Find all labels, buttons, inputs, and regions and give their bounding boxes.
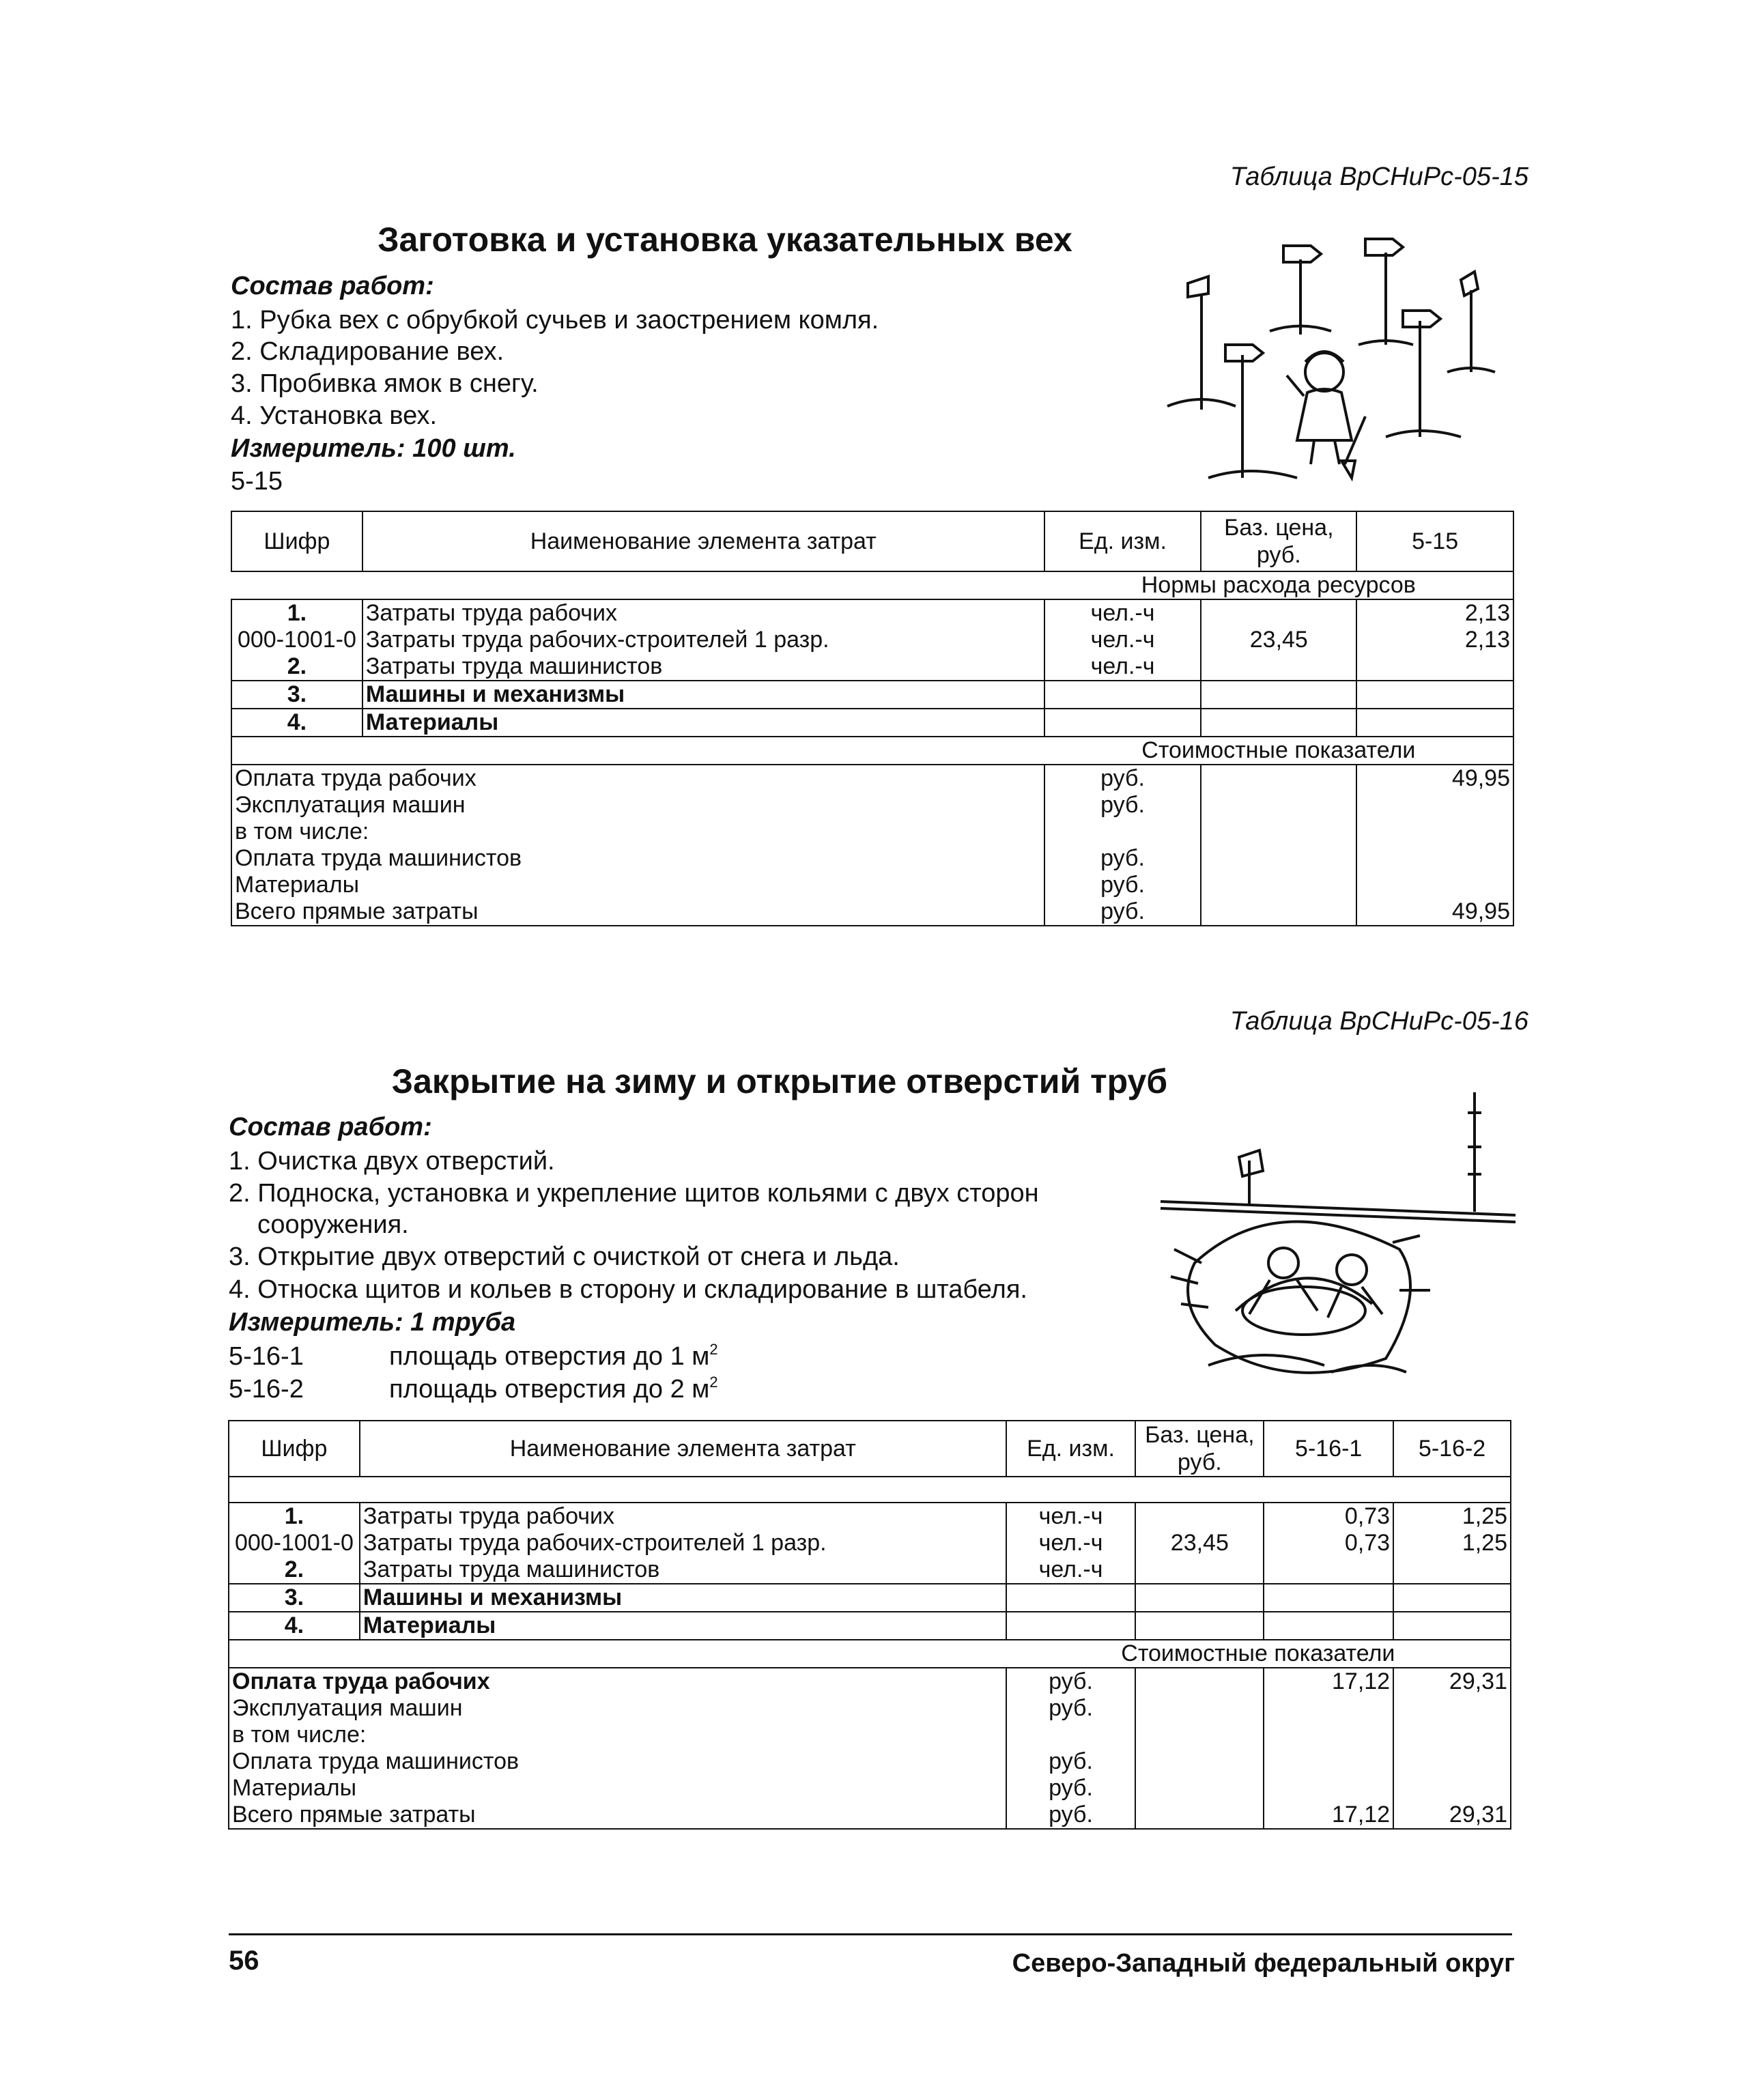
row-unit: чел.-ч — [1006, 1530, 1136, 1556]
table2-code-2-desc: площадь отверстия до 2 $м^2$ — [389, 1374, 718, 1404]
footer-divider — [229, 1933, 1512, 1935]
row-unit: руб. — [1006, 1695, 1136, 1722]
table-row — [231, 765, 1513, 792]
table-row — [231, 845, 1513, 872]
table2-code-2: 5-16-2 — [229, 1375, 304, 1404]
row-name: Затраты труда рабочих-строителей 1 разр. — [362, 627, 1044, 653]
table2-composition-heading: Состав работ: — [229, 1113, 432, 1141]
footer-region: Северо-Западный федеральный округ — [1012, 1949, 1515, 1978]
table-row — [229, 1503, 1511, 1530]
row-unit: чел.-ч — [1044, 599, 1201, 627]
row-value-1: 0,73 — [1264, 1503, 1393, 1530]
table2-step-4: 4. Относка щитов и кольев в сторону и складирование в штабеля. — [229, 1275, 1027, 1304]
table1-title: Заготовка и установка указательных вех — [378, 221, 1072, 259]
table1-code-1: 5-15 — [231, 467, 283, 496]
row-unit: руб. — [1044, 845, 1201, 872]
row-code: 4. — [229, 1612, 360, 1640]
row-unit: руб. — [1006, 1668, 1136, 1695]
table1-composition-heading: Состав работ: — [231, 272, 434, 300]
table1-header-price: Баз. цена, руб. — [1201, 511, 1356, 571]
table1-header-code: Шифр — [231, 511, 362, 571]
table-row — [229, 1695, 1511, 1722]
table2-code-1-desc: площадь отверстия до 1 $м^2$ — [389, 1341, 718, 1371]
row-name: Оплата труда машинистов — [231, 845, 1044, 872]
table1-header-col-5-15: 5-15 — [1356, 511, 1513, 571]
row-price — [1135, 1503, 1264, 1530]
table-row — [229, 1748, 1511, 1775]
table-row — [231, 792, 1513, 819]
row-value-2: 1,25 — [1393, 1530, 1511, 1556]
row-code: 3. — [231, 681, 362, 709]
table-row — [229, 1612, 1511, 1640]
table2 — [228, 1420, 1511, 1830]
table1-step-2: 2. Складирование вех. — [231, 337, 504, 366]
table-row — [229, 1668, 1511, 1695]
row-code: 000-1001-0 — [229, 1530, 360, 1556]
row-price — [1201, 599, 1356, 627]
row-name: Затраты труда машинистов — [360, 1556, 1006, 1584]
row-unit: руб. — [1044, 792, 1201, 819]
table2-measure: Измеритель: 1 труба — [229, 1308, 516, 1337]
row-unit: чел.-ч — [1044, 653, 1201, 681]
row-price: 23,45 — [1135, 1530, 1264, 1556]
row-unit: чел.-ч — [1044, 627, 1201, 653]
row-code: 2. — [229, 1556, 360, 1584]
row-code: 000-1001-0 — [231, 627, 362, 653]
row-name: в том числе: — [229, 1722, 1006, 1748]
pipe-work-illustration — [1154, 1085, 1522, 1399]
table-row — [229, 1775, 1511, 1802]
row-code: 1. — [231, 599, 362, 627]
row-value: 49,95 — [1356, 898, 1513, 926]
row-unit: руб. — [1006, 1748, 1136, 1775]
row-value-1: 0,73 — [1264, 1530, 1393, 1556]
row-name: Эксплуатация машин — [231, 792, 1044, 819]
row-name: Затраты труда рабочих — [362, 599, 1044, 627]
table2-step-3: 3. Открытие двух отверстий с очисткой от снега и льда. — [229, 1242, 900, 1271]
table-row — [229, 1722, 1511, 1748]
table-row — [231, 653, 1513, 681]
table-row — [231, 819, 1513, 845]
row-name: Материалы — [231, 872, 1044, 898]
row-name: Оплата труда рабочих — [229, 1668, 1006, 1695]
row-unit: руб. — [1044, 898, 1201, 926]
row-name: Материалы — [360, 1612, 1006, 1640]
table1-step-3: 3. Пробивка ямок в снегу. — [231, 369, 539, 398]
row-name: Машины и механизмы — [360, 1584, 1006, 1612]
row-name: Затраты труда рабочих — [360, 1503, 1006, 1530]
table-row — [229, 1556, 1511, 1584]
table2-step-1: 1. Очистка двух отверстий. — [229, 1147, 555, 1176]
row-name: Оплата труда рабочих — [231, 765, 1044, 792]
table2-step-2: 2. Подноска, установка и укрепление щитов кольями с двух сторон — [229, 1179, 1039, 1208]
table-row — [231, 872, 1513, 898]
table-row — [231, 599, 1513, 627]
row-name: Всего прямые затраты — [229, 1802, 1006, 1829]
signposts-illustration — [1161, 225, 1529, 498]
table-row — [229, 1584, 1511, 1612]
row-value-2: 1,25 — [1393, 1503, 1511, 1530]
row-name: Материалы — [362, 709, 1044, 737]
table-row — [229, 1802, 1511, 1829]
row-code: 4. — [231, 709, 362, 737]
row-value: 2,13 — [1356, 627, 1513, 653]
table1-label: Таблица ВрСНиРс-05-15 — [1229, 162, 1528, 191]
row-unit: руб. — [1006, 1802, 1136, 1829]
table-row — [229, 1530, 1511, 1556]
row-name: Материалы — [229, 1775, 1006, 1802]
row-value: 2,13 — [1356, 599, 1513, 627]
row-value — [1356, 653, 1513, 681]
row-price: 23,45 — [1201, 627, 1356, 653]
table2-header-name: Наименование элемента затрат — [360, 1421, 1006, 1477]
row-value-2: 29,31 — [1393, 1668, 1511, 1695]
row-value-2: 29,31 — [1393, 1802, 1511, 1829]
row-unit: руб. — [1044, 872, 1201, 898]
table1-cost-label: Стоимостные показатели — [1044, 737, 1513, 765]
table2-label: Таблица ВрСНиРс-05-16 — [1229, 1007, 1528, 1036]
row-value-1: 17,12 — [1264, 1802, 1393, 1829]
row-name: Затраты труда машинистов — [362, 653, 1044, 681]
row-value-1: 17,12 — [1264, 1668, 1393, 1695]
row-code: 2. — [231, 653, 362, 681]
row-code: 1. — [229, 1503, 360, 1530]
page-number: 56 — [229, 1946, 259, 1976]
table-row — [231, 681, 1513, 709]
row-unit: чел.-ч — [1006, 1556, 1136, 1584]
row-code: 3. — [229, 1584, 360, 1612]
row-name: Всего прямые затраты — [231, 898, 1044, 926]
table-row — [231, 898, 1513, 926]
table2-step-2-cont: сооружения. — [257, 1210, 409, 1239]
table2-header-unit: Ед. изм. — [1006, 1421, 1136, 1477]
table1 — [231, 511, 1514, 926]
row-unit: руб. — [1044, 765, 1201, 792]
table2-cost-label: Стоимостные показатели — [1006, 1640, 1511, 1668]
table1-norms-label: Нормы расхода ресурсов — [1044, 571, 1513, 599]
table1-measure: Измеритель: 100 шт. — [231, 434, 516, 463]
table-row — [231, 709, 1513, 737]
table1-header-name: Наименование элемента затрат — [362, 511, 1044, 571]
row-name: Эксплуатация машин — [229, 1695, 1006, 1722]
row-name: в том числе: — [231, 819, 1044, 845]
row-price — [1201, 653, 1356, 681]
row-value: 49,95 — [1356, 765, 1513, 792]
row-unit: руб. — [1006, 1775, 1136, 1802]
table2-header-col-5-16-1: 5-16-1 — [1264, 1421, 1393, 1477]
table2-header-price: Баз. цена, руб. — [1135, 1421, 1264, 1477]
row-name: Затраты труда рабочих-строителей 1 разр. — [360, 1530, 1006, 1556]
row-unit: чел.-ч — [1006, 1503, 1136, 1530]
table1-step-4: 4. Установка вех. — [231, 401, 438, 430]
table1-header-unit: Ед. изм. — [1044, 511, 1201, 571]
table2-header-col-5-16-2: 5-16-2 — [1393, 1421, 1511, 1477]
table2-code-1: 5-16-1 — [229, 1342, 304, 1371]
table2-header-code: Шифр — [229, 1421, 360, 1477]
row-name: Машины и механизмы — [362, 681, 1044, 709]
table2-title: Закрытие на зиму и открытие отверстий труб — [391, 1062, 1168, 1100]
table-row — [231, 627, 1513, 653]
table1-step-1: 1. Рубка вех с обрубкой сучьев и заострением комля. — [231, 306, 879, 335]
row-name: Оплата труда машинистов — [229, 1748, 1006, 1775]
